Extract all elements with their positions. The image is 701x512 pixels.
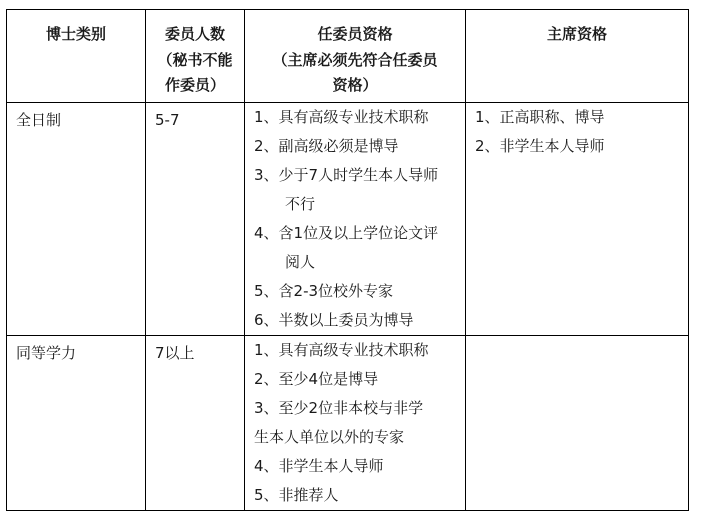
member-qualification-line: 5、含2-3位校外专家: [254, 282, 394, 300]
member-qualification-line: 1、具有高级专业技术职称: [254, 341, 429, 359]
header-member-qualification-line: （主席必须先符合任委员: [272, 50, 438, 69]
member-qualification-line: 阅人: [285, 253, 316, 271]
header-chair-qualification: 主席资格: [466, 10, 689, 103]
cell-category: 同等学力: [7, 336, 146, 511]
qualification-table: [6, 9, 689, 511]
member-qualification-line: 4、非学生本人导师: [254, 457, 384, 475]
header-row: [7, 10, 689, 103]
chair-qualification-line: 1、正高职称、博导: [475, 108, 605, 126]
table-row: [7, 336, 689, 511]
member-qualification-line: 4、含1位及以上学位论文评: [254, 224, 439, 242]
cell-chair-qualification: [466, 336, 689, 511]
header-member-count: [146, 10, 245, 103]
header-member-count-line: （秘书不能: [157, 50, 233, 69]
cell-member-count: 7以上: [146, 336, 245, 511]
cell-member-count: 5-7: [146, 103, 245, 336]
header-member-qualification: [245, 10, 466, 103]
cell-chair-qualification: [466, 103, 689, 336]
cell-member-qualification: [245, 336, 466, 511]
header-member-count-line: 委员人数: [164, 25, 225, 43]
member-qualification-line: 生本人单位以外的专家: [254, 428, 405, 446]
member-qualification-line: 2、副高级必须是博导: [254, 137, 399, 155]
member-qualification-line: 3、少于7人时学生本人导师: [254, 166, 439, 184]
member-qualification-line: 3、至少2位非本校与非学: [254, 399, 424, 417]
cell-category: 全日制: [7, 103, 146, 336]
chair-qualification-line: 2、非学生本人导师: [475, 137, 605, 155]
member-qualification-line: 2、至少4位是博导: [254, 370, 379, 388]
header-member-qualification-line: 资格）: [332, 76, 378, 94]
member-qualification-line: 不行: [285, 195, 316, 213]
table-row: [7, 103, 689, 336]
header-member-qualification-line: 任委员资格: [317, 25, 393, 43]
member-qualification-line: 1、具有高级专业技术职称: [254, 108, 429, 126]
header-member-count-line: 作委员）: [164, 76, 225, 94]
cell-member-qualification: [245, 103, 466, 336]
member-qualification-line: 5、非推荐人: [254, 486, 339, 504]
header-category: 博士类别: [7, 10, 146, 103]
member-qualification-line: 6、半数以上委员为博导: [254, 311, 414, 329]
